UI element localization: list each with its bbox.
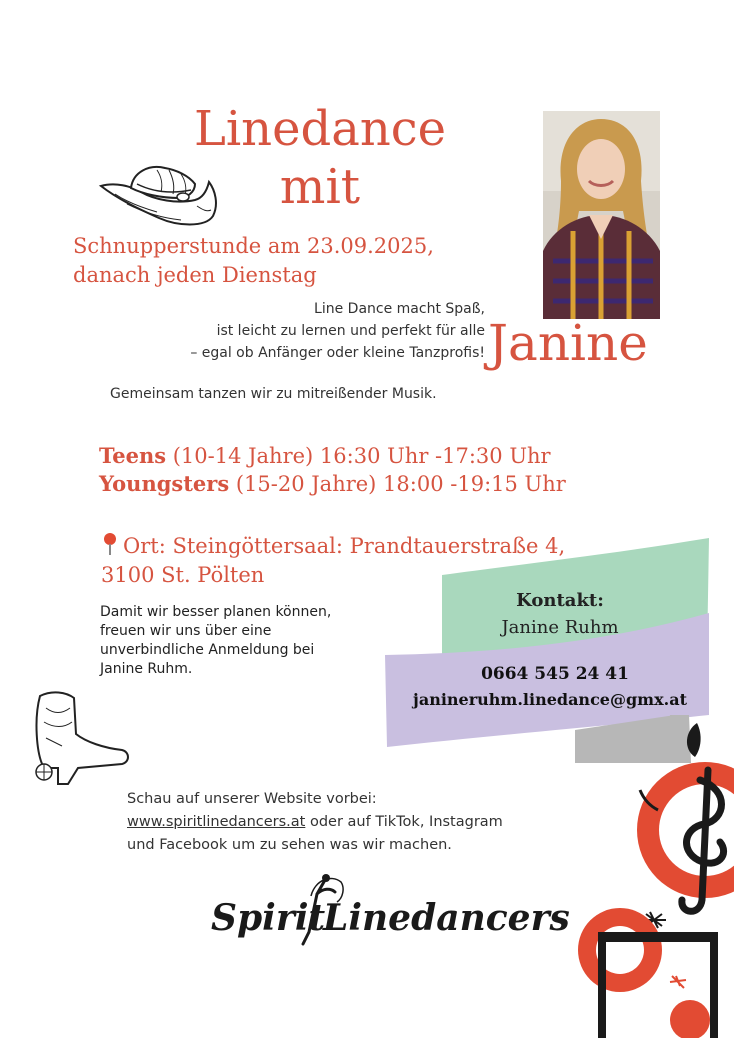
schedule-group: Teens — [99, 443, 167, 468]
location-text: Ort: Steingöttersaal: Prandtauerstraße 4, — [123, 534, 566, 558]
registration-line-3: unverbindliche Anmeldung bei — [100, 642, 315, 658]
spirit-linedancers-logo — [205, 870, 570, 950]
location-line-2: 3100 St. Pölten — [101, 563, 265, 587]
registration-line-1: Damit wir besser planen können, — [100, 604, 332, 620]
schedule-detail: (15-20 Jahre) 18:00 -19:15 Uhr — [229, 472, 566, 496]
together-text: Gemeinsam tanzen wir zu mitreißender Musik. — [110, 386, 437, 402]
logo-text-linedancers: Linedancers — [323, 897, 570, 939]
registration-line-2: freuen wir uns über eine — [100, 623, 272, 639]
subtitle-line-2: danach jeden Dienstag — [73, 263, 317, 287]
website-line-2 — [127, 811, 597, 834]
website-line-2-rest: oder auf TikTok, Instagram — [305, 814, 503, 830]
registration-note — [100, 603, 380, 679]
contact-phone[interactable]: 0664 545 24 41 — [481, 664, 629, 684]
cowboy-hat-icon — [97, 160, 222, 232]
contact-ribbon — [375, 535, 734, 765]
registration-line-4: Janine Ruhm. — [100, 661, 193, 677]
janine-photo — [543, 111, 660, 319]
website-text — [127, 788, 597, 857]
intro-line-2: ist leicht zu lernen und perfekt für alle — [216, 323, 485, 339]
intro-line-1: Line Dance macht Spaß, — [314, 301, 485, 317]
schedule-row — [99, 442, 566, 470]
intro-text — [100, 298, 485, 364]
schedule — [99, 442, 566, 498]
website-link[interactable]: www.spiritlinedancers.at — [127, 814, 306, 830]
schedule-row — [99, 470, 566, 498]
contact-name: Janine Ruhm — [501, 617, 619, 638]
location-pin-icon — [101, 532, 119, 556]
website-line-1: Schau auf unserer Website vorbei: — [127, 791, 377, 807]
subtitle-line-1: Schnupperstunde am 23.09.2025, — [73, 234, 434, 258]
contact-email[interactable]: janineruhm.linedance@gmx.at — [413, 690, 687, 709]
contact-title — [440, 590, 680, 611]
website-line-3: und Facebook um zu sehen was wir machen. — [127, 837, 452, 853]
schedule-group: Youngsters — [99, 471, 230, 496]
cowboy-boot-icon — [22, 688, 132, 788]
logo-text-spirit: Spirit — [211, 897, 326, 939]
title-line-1: Linedance — [193, 101, 447, 157]
intro-line-3: – egal ob Anfänger oder kleine Tanzprofis! — [190, 345, 485, 361]
schedule-detail: (10-14 Jahre) 16:30 Uhr -17:30 Uhr — [166, 444, 551, 468]
subtitle — [73, 232, 434, 290]
title-line-2: mit — [279, 159, 361, 215]
music-notes-decoration — [580, 750, 734, 1038]
contact-title-text: Kontakt: — [516, 590, 604, 611]
teacher-name: Janine — [488, 314, 648, 372]
